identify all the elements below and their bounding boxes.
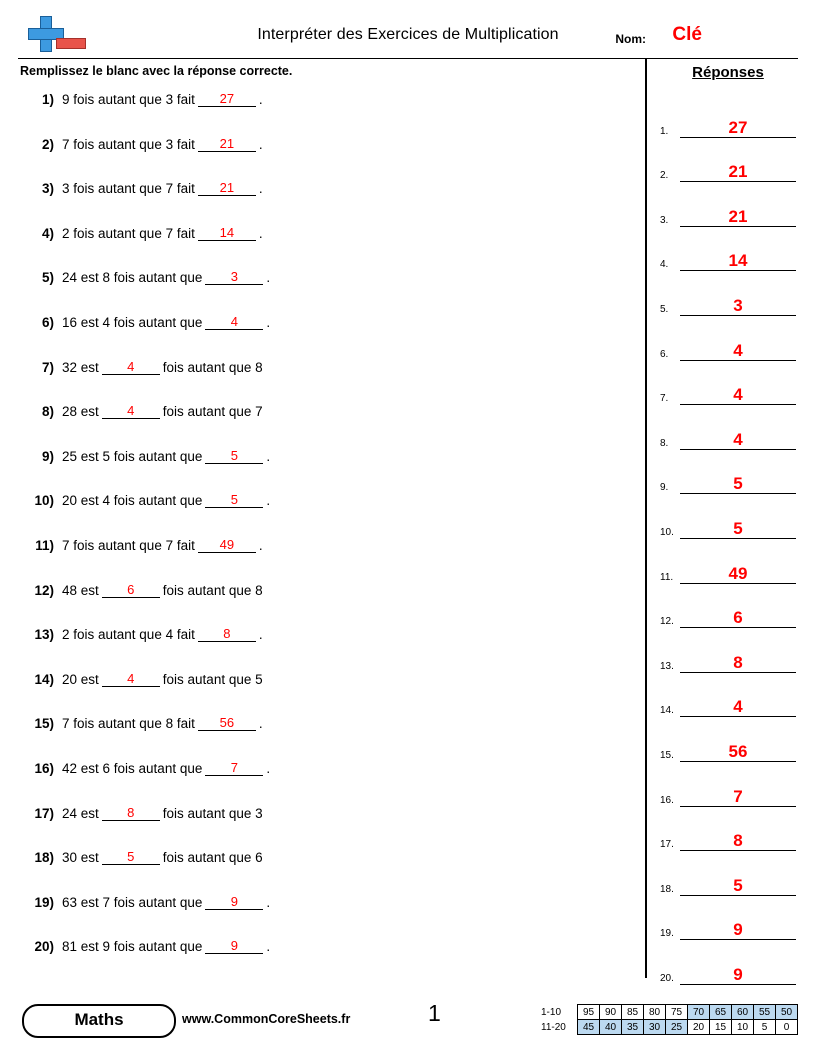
scale-cell: 20 — [688, 1020, 710, 1035]
scale-row2-label: 11-20 — [541, 1021, 566, 1033]
problem-number: 9) — [41, 448, 54, 464]
problem-row — [20, 315, 630, 360]
problem-text — [62, 583, 263, 599]
answer-row — [660, 450, 796, 495]
problem-row — [20, 895, 630, 940]
scale-cell: 95 — [578, 1005, 600, 1020]
answer-row — [660, 807, 796, 852]
page-number: 1 — [428, 1000, 441, 1026]
answer-value[interactable]: 6 — [680, 608, 796, 628]
problems-list — [20, 92, 630, 984]
answer-value[interactable]: 8 — [680, 831, 796, 851]
answer-index: 9. — [660, 482, 669, 494]
problem-row — [20, 493, 630, 538]
answer-value[interactable]: 4 — [680, 341, 796, 361]
answer-blank[interactable]: 9 — [205, 894, 263, 910]
problem-row — [20, 850, 630, 895]
answer-blank[interactable]: 4 — [102, 359, 160, 375]
problem-row — [20, 806, 630, 851]
answer-index: 3. — [660, 214, 669, 226]
problem-number: 16) — [34, 760, 54, 776]
answer-row — [660, 138, 796, 183]
answer-row — [660, 227, 796, 272]
problem-prefix: 25 est 5 fois autant que — [62, 448, 203, 464]
problem-row — [20, 360, 630, 405]
problem-suffix: . — [258, 136, 263, 152]
answer-index: 7. — [660, 393, 669, 405]
answer-index: 16. — [660, 794, 674, 806]
answer-blank[interactable]: 21 — [198, 136, 256, 152]
worksheet-footer — [18, 996, 798, 1042]
answer-blank[interactable]: 8 — [102, 805, 160, 821]
problem-row — [20, 538, 630, 583]
answer-value[interactable]: 21 — [680, 162, 796, 182]
problem-row — [20, 939, 630, 984]
scale-cell: 5 — [754, 1020, 776, 1035]
scale-cell: 75 — [666, 1005, 688, 1020]
answer-row — [660, 93, 796, 138]
problem-prefix: 28 est — [62, 404, 99, 420]
answer-blank[interactable]: 27 — [198, 91, 256, 107]
answer-value[interactable]: 21 — [680, 207, 796, 227]
problem-text — [62, 360, 263, 376]
answer-row — [660, 361, 796, 406]
answer-value[interactable]: 4 — [680, 385, 796, 405]
answer-index: 18. — [660, 883, 674, 895]
problem-number: 17) — [34, 805, 54, 821]
problem-prefix: 42 est 6 fois autant que — [62, 760, 203, 776]
problem-prefix: 30 est — [62, 850, 99, 866]
answer-value[interactable]: 5 — [680, 519, 796, 539]
scale-cell: 60 — [732, 1005, 754, 1020]
scale-row1-label: 1-10 — [541, 1006, 562, 1018]
problem-number: 6) — [41, 314, 54, 330]
scale-cell: 90 — [600, 1005, 622, 1020]
answer-blank[interactable]: 6 — [102, 582, 160, 598]
problem-prefix: 7 fois autant que 8 fait — [62, 716, 195, 732]
answer-index: 12. — [660, 616, 674, 628]
answer-index: 5. — [660, 303, 669, 315]
scale-cell: 40 — [600, 1020, 622, 1035]
answer-value[interactable]: 27 — [680, 118, 796, 138]
answer-row — [660, 851, 796, 896]
answer-blank[interactable]: 4 — [205, 314, 263, 330]
answer-value[interactable]: 9 — [680, 920, 796, 940]
scale-cell: 35 — [622, 1020, 644, 1035]
problem-number: 7) — [41, 359, 54, 375]
problem-prefix: 7 fois autant que 7 fait — [62, 537, 195, 553]
problem-row — [20, 226, 630, 271]
problem-suffix: fois autant que 7 — [162, 404, 263, 420]
answer-value[interactable]: 9 — [680, 965, 796, 985]
problem-suffix: fois autant que 5 — [162, 671, 263, 687]
answer-index: 10. — [660, 526, 674, 538]
problem-number: 12) — [34, 582, 54, 598]
scale-cell: 80 — [644, 1005, 666, 1020]
answer-row — [660, 539, 796, 584]
problem-text — [62, 315, 270, 331]
problem-row — [20, 583, 630, 628]
answer-blank[interactable]: 4 — [102, 671, 160, 687]
problem-prefix: 24 est 8 fois autant que — [62, 270, 203, 286]
scale-cell: 55 — [754, 1005, 776, 1020]
answer-row — [660, 584, 796, 629]
worksheet-header — [18, 14, 798, 58]
answer-value[interactable]: 5 — [680, 474, 796, 494]
problem-prefix: 63 est 7 fois autant que — [62, 894, 203, 910]
problem-suffix: . — [258, 92, 263, 107]
problem-number: 20) — [34, 939, 54, 955]
answer-value[interactable]: 49 — [680, 564, 796, 584]
problem-suffix: fois autant que 3 — [162, 805, 263, 821]
problem-row — [20, 404, 630, 449]
problem-suffix: . — [266, 760, 271, 776]
problem-prefix: 9 fois autant que 3 fait — [62, 92, 195, 107]
problem-suffix: . — [266, 939, 271, 955]
scale-cell: 30 — [644, 1020, 666, 1035]
scale-cell: 15 — [710, 1020, 732, 1035]
problem-number: 4) — [41, 225, 54, 241]
scale-cell: 50 — [776, 1005, 798, 1020]
answer-index: 17. — [660, 839, 674, 851]
problem-number: 5) — [41, 270, 54, 286]
grading-scale-row-1 — [541, 1005, 798, 1020]
answer-index: 2. — [660, 170, 669, 182]
problem-number: 10) — [34, 493, 54, 509]
answer-value[interactable]: 5 — [680, 876, 796, 896]
problem-text — [62, 806, 263, 822]
problem-text — [62, 270, 270, 286]
grading-scale — [541, 1004, 798, 1035]
problem-number: 13) — [34, 627, 54, 643]
problem-text — [62, 850, 263, 866]
problem-row — [20, 716, 630, 761]
problem-number: 11) — [35, 537, 54, 553]
answer-index: 13. — [660, 660, 674, 672]
problem-prefix: 20 est 4 fois autant que — [62, 493, 203, 509]
answer-index: 1. — [660, 125, 669, 137]
answer-value[interactable]: 8 — [680, 653, 796, 673]
answer-index: 11. — [660, 571, 674, 583]
subject-badge: Maths — [22, 1004, 176, 1038]
answer-row — [660, 494, 796, 539]
problem-number: 3) — [41, 181, 54, 197]
problem-text — [62, 538, 263, 554]
answer-blank[interactable]: 3 — [205, 269, 263, 285]
problem-prefix: 48 est — [62, 582, 99, 598]
answer-row — [660, 182, 796, 227]
problem-suffix: . — [266, 314, 271, 330]
header-divider — [18, 58, 798, 59]
problem-suffix: . — [266, 894, 271, 910]
answer-blank[interactable]: 5 — [205, 448, 263, 464]
answer-row — [660, 271, 796, 316]
answer-row — [660, 316, 796, 361]
problem-prefix: 3 fois autant que 7 fait — [62, 181, 195, 197]
answer-value[interactable]: 7 — [680, 787, 796, 807]
answer-blank[interactable]: 4 — [102, 403, 160, 419]
problem-suffix: . — [258, 181, 263, 197]
problem-prefix: 24 est — [62, 805, 99, 821]
answer-value[interactable]: 4 — [680, 697, 796, 717]
problem-text — [62, 137, 263, 153]
answer-blank[interactable]: 8 — [198, 626, 256, 642]
problem-text — [62, 181, 263, 197]
problem-row — [20, 270, 630, 315]
answer-blank[interactable]: 49 — [198, 537, 256, 553]
problem-text — [62, 672, 263, 688]
answer-blank[interactable]: 5 — [205, 492, 263, 508]
answer-value[interactable]: 4 — [680, 430, 796, 450]
problem-row — [20, 92, 630, 137]
answer-index: 19. — [660, 928, 674, 940]
problem-prefix: 2 fois autant que 4 fait — [62, 627, 195, 643]
answer-row — [660, 673, 796, 718]
problem-prefix: 20 est — [62, 671, 99, 687]
answer-value[interactable]: 56 — [680, 742, 796, 762]
answer-index: 4. — [660, 259, 669, 271]
answer-row — [660, 940, 796, 985]
answer-blank[interactable]: 9 — [205, 938, 263, 954]
problem-suffix: . — [258, 225, 263, 241]
page-title: Interpréter des Exercices de Multiplication — [257, 26, 559, 43]
problem-row — [20, 761, 630, 806]
problem-prefix: 32 est — [62, 359, 99, 375]
problem-number: 15) — [34, 716, 54, 732]
website-url: www.CommonCoreSheets.fr — [182, 1012, 351, 1026]
problem-text — [62, 716, 263, 732]
problem-number: 8) — [41, 404, 54, 420]
answer-row — [660, 896, 796, 941]
scale-cell: 70 — [688, 1005, 710, 1020]
problem-row — [20, 627, 630, 672]
problem-suffix: fois autant que 8 — [162, 582, 263, 598]
answer-blank[interactable]: 14 — [198, 225, 256, 241]
answer-index: 14. — [660, 705, 674, 717]
problem-text — [62, 627, 263, 643]
scale-cell: 85 — [622, 1005, 644, 1020]
problem-prefix: 16 est 4 fois autant que — [62, 314, 203, 330]
column-divider — [645, 58, 647, 978]
name-label: Nom: — [615, 32, 646, 46]
problem-row — [20, 181, 630, 226]
answer-blank[interactable]: 7 — [205, 760, 263, 776]
answer-row — [660, 628, 796, 673]
answer-index: 6. — [660, 348, 669, 360]
problem-text — [62, 404, 263, 420]
problem-row — [20, 137, 630, 182]
problem-suffix: . — [266, 270, 271, 286]
problem-text — [62, 895, 270, 911]
problem-number: 14) — [34, 671, 54, 687]
problem-text — [62, 92, 263, 108]
problem-suffix: . — [258, 537, 263, 553]
scale-cell: 25 — [666, 1020, 688, 1035]
answer-row — [660, 717, 796, 762]
problem-prefix: 2 fois autant que 7 fait — [62, 225, 195, 241]
scale-cell: 10 — [732, 1020, 754, 1035]
problem-number: 1) — [41, 92, 54, 107]
answers-column — [660, 64, 796, 985]
problem-text — [62, 939, 270, 955]
answer-blank[interactable]: 5 — [102, 849, 160, 865]
problem-text — [62, 493, 270, 509]
scale-cell: 65 — [710, 1005, 732, 1020]
problem-prefix: 7 fois autant que 3 fait — [62, 136, 195, 152]
answer-row — [660, 405, 796, 450]
problem-row — [20, 672, 630, 717]
problem-prefix: 81 est 9 fois autant que — [62, 939, 203, 955]
instructions-text: Remplissez le blanc avec la réponse correcte. — [20, 64, 293, 78]
problem-suffix: fois autant que 8 — [162, 359, 263, 375]
problem-row — [20, 449, 630, 494]
answer-row — [660, 762, 796, 807]
answer-index: 8. — [660, 437, 669, 449]
problem-number: 18) — [34, 850, 54, 866]
problem-number: 2) — [41, 136, 54, 152]
grading-scale-row-2 — [541, 1020, 798, 1035]
scale-cell: 0 — [776, 1020, 798, 1035]
answer-value[interactable]: 14 — [680, 251, 796, 271]
answer-blank[interactable]: 56 — [198, 715, 256, 731]
answer-index: 15. — [660, 749, 674, 761]
problem-number: 19) — [34, 894, 54, 910]
answer-value[interactable]: 3 — [680, 296, 796, 316]
answer-blank[interactable]: 21 — [198, 180, 256, 196]
answer-index: 20. — [660, 972, 674, 984]
problem-suffix: fois autant que 6 — [162, 850, 263, 866]
problem-suffix: . — [266, 448, 271, 464]
problem-suffix: . — [266, 493, 271, 509]
name-value: Clé — [672, 24, 702, 45]
scale-cell: 45 — [578, 1020, 600, 1035]
problem-suffix: . — [258, 627, 263, 643]
problem-text — [62, 761, 270, 777]
problem-text — [62, 449, 270, 465]
problem-suffix: . — [258, 716, 263, 732]
problem-text — [62, 226, 263, 242]
answers-title: Réponses — [692, 64, 764, 81]
